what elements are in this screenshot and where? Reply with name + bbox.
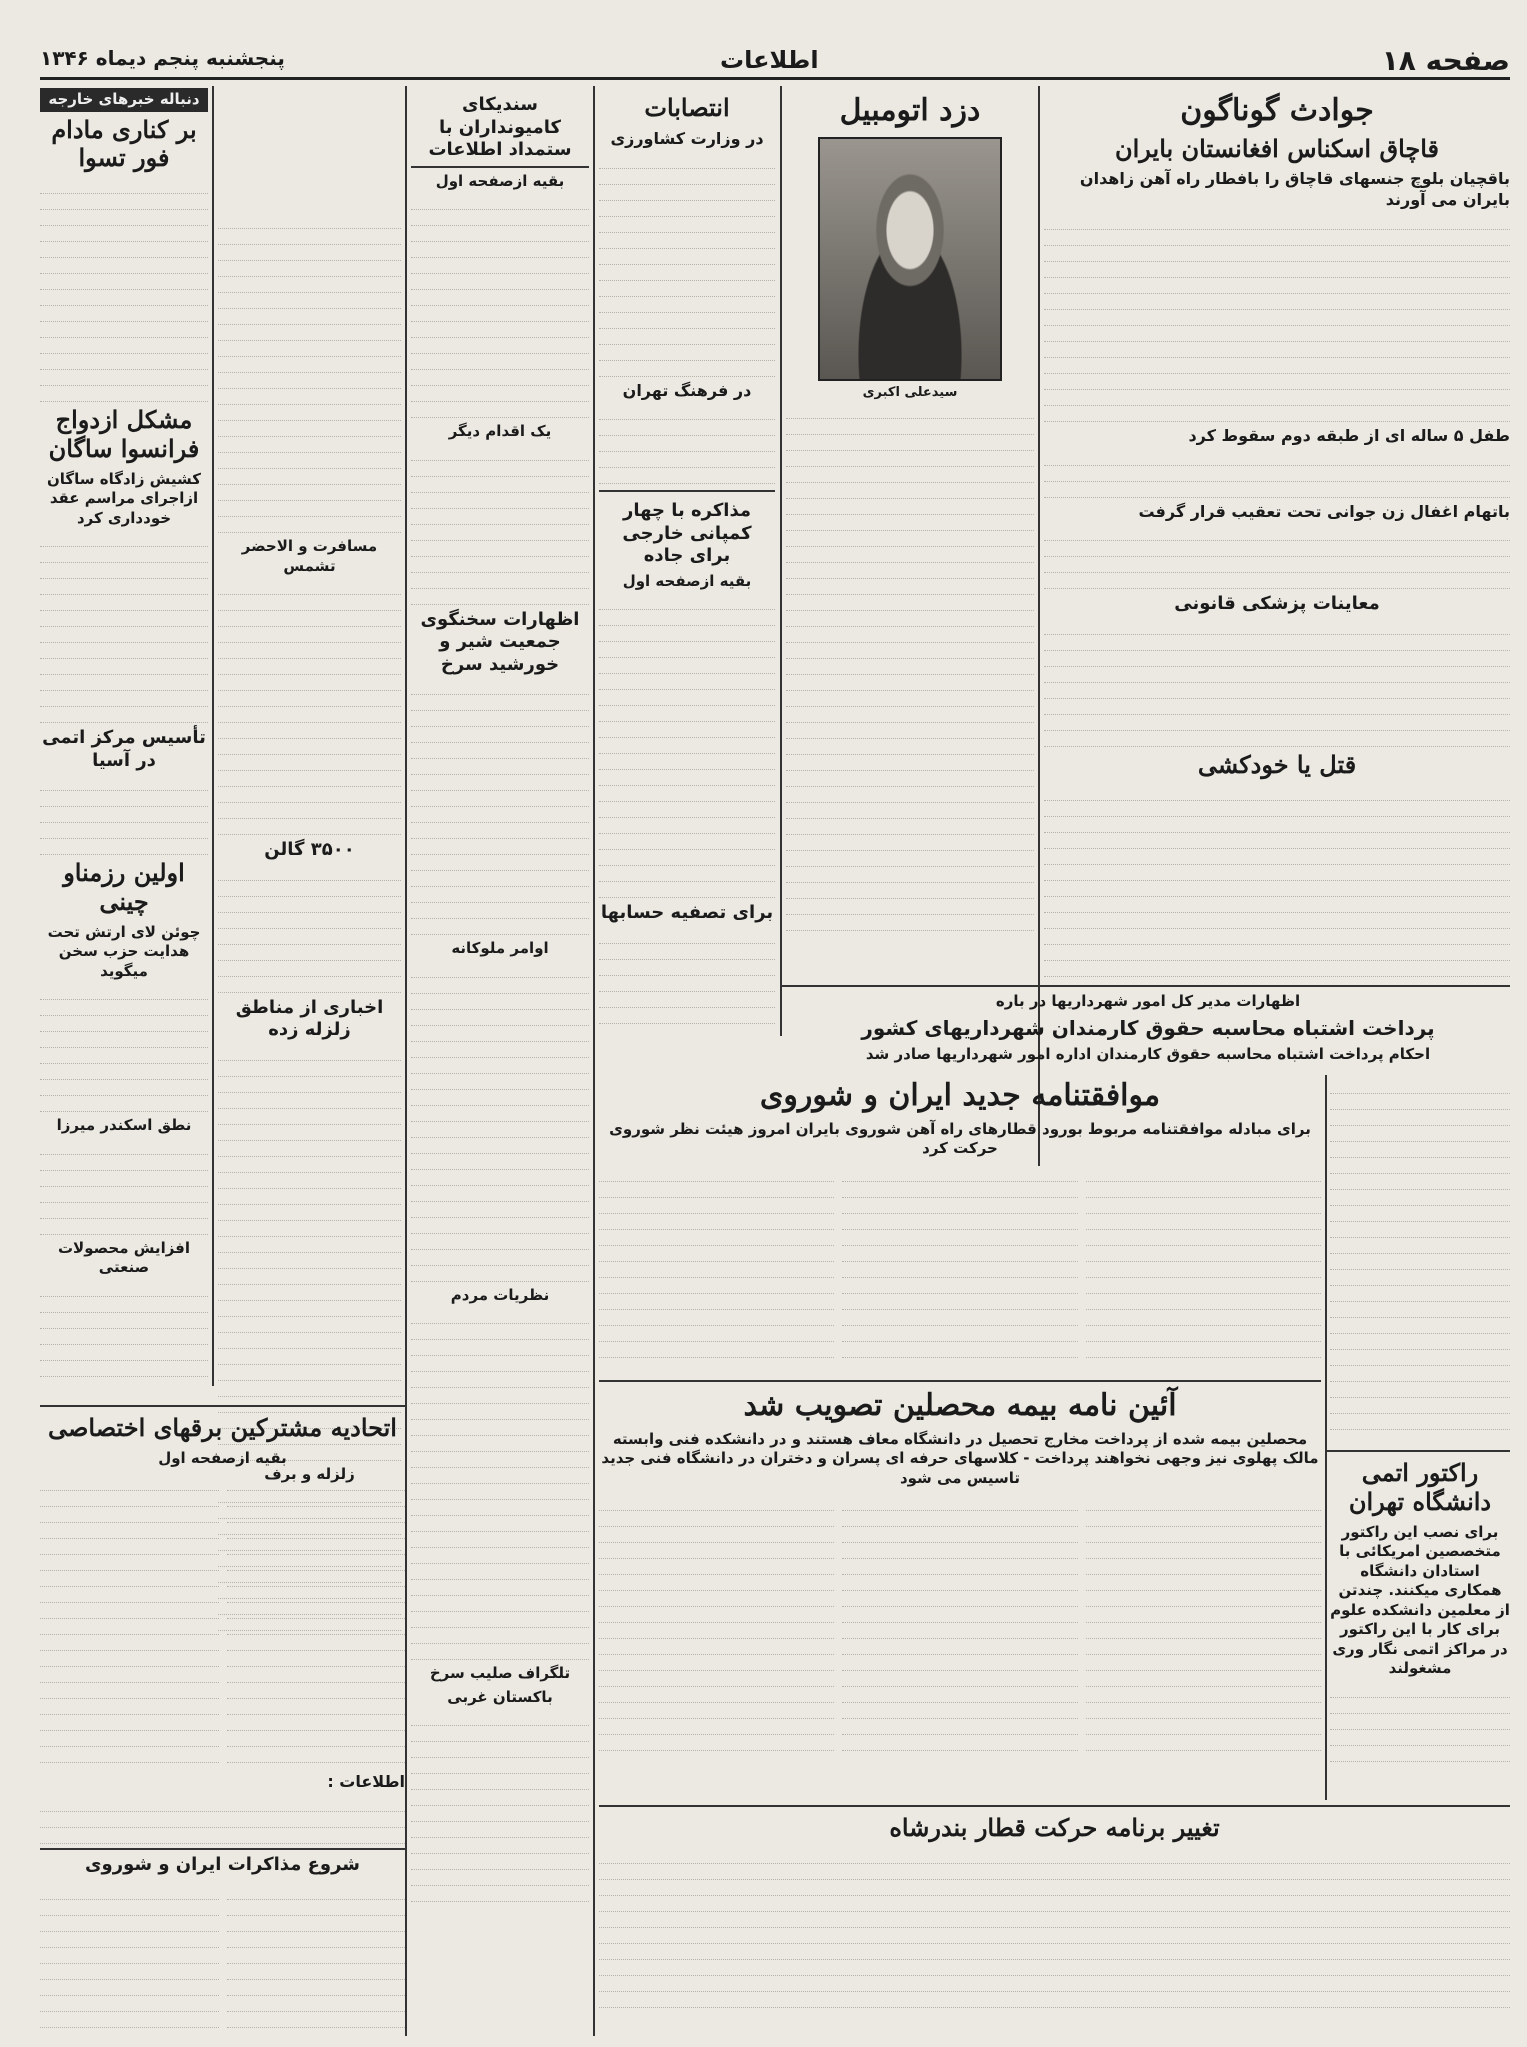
article-body [411, 1309, 589, 1660]
article-subtitle: باکستان غربی [447, 1687, 553, 1706]
column-rule [212, 86, 214, 1386]
article-body [1044, 620, 1510, 747]
page-number: صفحه ۱۸ [1381, 44, 1510, 77]
column-rule [405, 86, 407, 2036]
article-kicker: بقیه ازصفحه اول [435, 171, 565, 190]
column-accidents [1044, 90, 1510, 980]
article-body [842, 1496, 1077, 1752]
article-subtitle: برای تصفیه حسابها [600, 902, 774, 924]
article-body [599, 154, 775, 377]
article-body [40, 1140, 208, 1235]
section-rule [780, 985, 1510, 987]
column-rule [593, 86, 595, 2036]
article-title: نطق اسکندر میرزا [56, 1116, 192, 1135]
article-body [40, 179, 208, 402]
banner-subtitle: برای مبادله موافقتنامه مربوط بورود قطارهای راه آهن شوروی بایران امروز هیئت نظر شوروی حرکت کرد [609, 1119, 1311, 1157]
banner-iran-soviet [599, 1075, 1321, 1375]
column-car-thief [786, 90, 1034, 980]
article-body [411, 446, 589, 605]
banner-title: موافقتنامه جدید ایران و شوروی [759, 1078, 1161, 1113]
article-body [599, 1849, 1510, 2008]
article-body [1044, 215, 1510, 422]
article-title: شروع مذاکرات ایران و شوروی [40, 1848, 405, 1877]
banner-subtitle: احکام پرداخت اشتباه محاسبه حقوق کارمندان اداره امور شهرداریها صادر شد [865, 1044, 1431, 1063]
article-body [227, 1476, 406, 1764]
article-subtitle: اوامر ملوکانه [451, 939, 549, 957]
article-title: باتهام اغفال زن جوانی تحت تعقیب قرار گرفت [1138, 501, 1510, 521]
photo-caption: سیدعلی اکبری [862, 384, 958, 400]
article-subtitle: نظریات مردم [450, 1285, 550, 1304]
article-title: راکتور اتمی دانشگاه تهران [1348, 1458, 1492, 1516]
column-syndicate [411, 90, 589, 2035]
train-article [599, 1810, 1510, 2035]
article-subtitle: در وزارت کشاورزی [610, 128, 764, 148]
banner-student-insurance [599, 1385, 1321, 1765]
article-subtitle: باقچیان بلوچ جنسهای قاچاق را بافطار راه آهن زاهدان بایران می آورند [1079, 169, 1510, 210]
article-body [1086, 1167, 1321, 1359]
article-body [218, 214, 401, 533]
article-body [40, 1476, 219, 1764]
article-title: افزایش محصولات صنعتی [57, 1238, 191, 1277]
article-title: تأسیس مرکز اتمی در آسیا [42, 727, 206, 771]
article-title: مذاکره با چهار کمپانی خارجی برای جاده [622, 500, 752, 567]
article-subtitle: چوئن لای ارتش تحت هدایت حزب سخن میگوید [47, 922, 201, 980]
article-body [40, 532, 208, 723]
article-body [40, 1885, 219, 2029]
banner-municipal-salaries [786, 990, 1510, 1070]
banner-columns [599, 1492, 1321, 1756]
masthead [40, 40, 1510, 80]
article-title: طفل ۵ ساله ای از طبقه دوم سقوط کرد [1188, 425, 1510, 445]
article-columns [40, 1472, 405, 1768]
article-body [411, 680, 589, 935]
article-columns [40, 1881, 405, 2033]
article-body [40, 985, 208, 1112]
article-body [1330, 1683, 1510, 1762]
article-body [1044, 786, 1510, 980]
article-body [411, 963, 589, 1282]
section-rule [40, 1405, 405, 1407]
article-body [40, 1282, 208, 1377]
article-body [599, 929, 775, 1030]
banner-title: آئین نامه بیمه محصلین تصویب شد [743, 1388, 1177, 1423]
article-title: بر کناری مادام فور تسوا [51, 114, 197, 173]
column-foreign-news [40, 86, 208, 1401]
article-subtitle: برای نصب این راکتور متخصصین امریکائی با استادان دانشگاه همکاری میکنند. چندتن از معلمین دانشکده علوم برای کار با این راکتور در مراکز اتمی نگار وری مشغولند [1330, 1522, 1510, 1678]
section-title: دنباله خبرهای خارجه [40, 88, 208, 112]
section-rule [599, 1380, 1321, 1382]
article-subtitle: اخباری از مناطق زلزله زده [235, 996, 384, 1040]
column-rule [1325, 1380, 1327, 1800]
article-title: اولین رزمناو چینی [63, 858, 185, 916]
article-body [1044, 526, 1510, 589]
section-rule [599, 1805, 1510, 1807]
article-subtitle: یک اقدام دیگر [448, 422, 552, 440]
article-subtitle: ۳۵۰۰ گالن [264, 839, 355, 860]
article-body [40, 1797, 405, 1844]
article-body [218, 1046, 401, 1461]
issue-date: پنجشنبه پنجم دیماه ۱۳۴۶ [40, 46, 285, 70]
article-body [599, 1496, 834, 1752]
banner-kicker: اظهارات مدیر کل امور شهرداریها در باره [995, 992, 1301, 1010]
article-title: معاینات پزشکی قانونی [1174, 593, 1380, 615]
banner-subtitle: محصلین بیمه شده از پرداخت مخارج تحصیل در دانشگاه معاف هستند و در دانشکده فنی وابسته مالک پهلوی نیز وجهی نخواهند پرداخت - کلاسهای حرفه ای پسران و دختران در دانشگاه فنی جدید تاسیس می شود [601, 1429, 1319, 1487]
article-subtitle: تلگراف صلیب سرخ [429, 1664, 571, 1682]
article-body [218, 580, 401, 835]
article-body [411, 195, 589, 418]
banner-columns [599, 1163, 1321, 1363]
article-body [1086, 1496, 1321, 1752]
article-body [1044, 451, 1510, 498]
article-kicker: بقیه ازصفحه اول [622, 571, 752, 590]
article-title: دزد اتومبیل [839, 93, 981, 128]
article-title: قتل یا خودکشی [1197, 749, 1357, 779]
article-subtitle: در فرهنگ تهران [622, 380, 752, 400]
article-body [218, 866, 401, 993]
negotiation-article [599, 490, 775, 1030]
column-rule [780, 86, 782, 1036]
article-title: مشکل ازدواج فرانسوا ساگان [48, 405, 200, 463]
article-title: قاچاق اسکناس افغانستان بایران [1114, 133, 1439, 163]
article-title: تغییر برنامه حرکت قطار بندرشاه [889, 1813, 1220, 1842]
article-subtitle: اظهارات سخنگوی جمعیت شیر و خورشید سرخ [420, 608, 580, 675]
article-body [227, 1885, 406, 2029]
article-subtitle: زلزله و برف [264, 1464, 355, 1483]
article-body [786, 404, 1034, 931]
article-body [599, 1167, 834, 1359]
article-body [842, 1167, 1077, 1359]
article-body [599, 595, 775, 898]
article-subtitle: مسافرت و الاحضر تشمس [241, 537, 378, 575]
article-body [599, 405, 775, 484]
article-body [40, 776, 208, 855]
newspaper-name: اطلاعات [720, 46, 819, 74]
suspect-photo [818, 137, 1002, 381]
article-kicker: بقیه ازصفحه اول [158, 1448, 287, 1467]
reactor-article [1330, 1385, 1510, 1805]
banner-title: پرداخت اشتباه محاسبه حقوق کارمندان شهرداریهای کشور [861, 1015, 1435, 1040]
article-title: سندیکای کامیونداران با ستمداد اطلاعات [411, 94, 589, 168]
info-label: اطلاعات : [327, 1772, 405, 1792]
article-title: انتصابات [644, 93, 730, 122]
article-subtitle: کشیش زادگاه ساگان ازاجرای مراسم عقد خودداری کرد [47, 469, 201, 527]
article-title: اتحادیه مشترکین برقهای اختصاصی [48, 1413, 397, 1442]
section-headline: جوادث گوناگون [1180, 93, 1374, 128]
column-electricity-union [40, 1410, 405, 2035]
article-body [411, 1711, 589, 1902]
column-appointments [599, 90, 775, 1030]
